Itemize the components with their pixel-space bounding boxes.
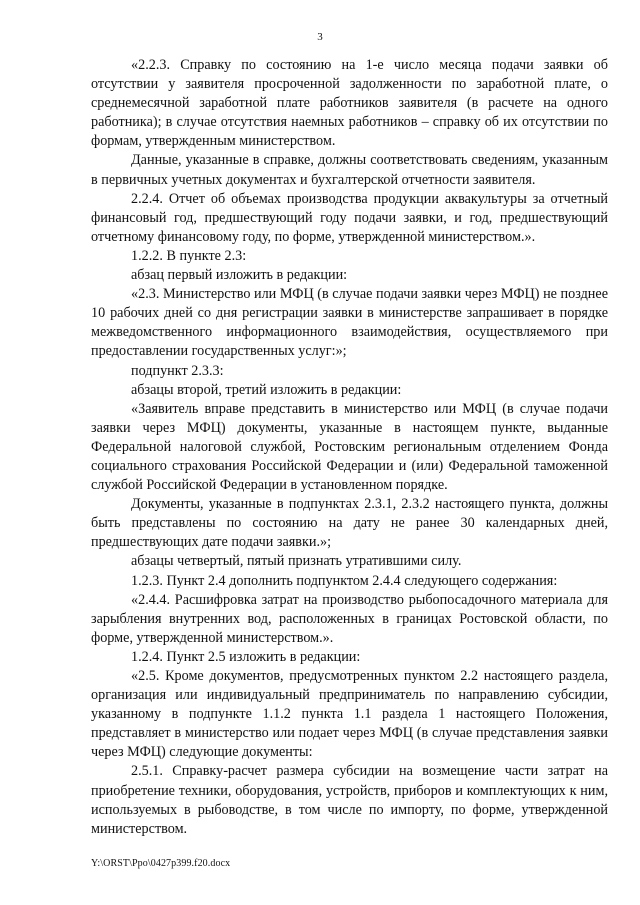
paragraph: 1.2.2. В пункте 2.3:	[131, 247, 247, 264]
paragraph: «Заявитель вправе представить в министерство или МФЦ (в случае подачи заявки через МФЦ) документы, указанные в настоящем пункте, выданные Федеральной налоговой службой, Ростовским региональным отделением Фонда социального страхования Российской Федерации и (или) Федеральной таможенной службой Российской Федерации в установленном порядке.	[91, 400, 608, 494]
paragraph: «2.5. Кроме документов, предусмотренных пунктом 2.2 настоящего раздела, организация или индивидуальный предприниматель по направлению субсидии, указанному в подпункте 1.1.2 пункта 1.1 раздела 1 настоящего Положения, представляет в министерство или подает через МФЦ (в случае представления заявки через МФЦ) следующие документы:	[91, 668, 608, 761]
paragraph: 1.2.4. Пункт 2.5 изложить в редакции:	[131, 648, 361, 665]
paragraph: «2.2.3. Справку по состоянию на 1-е число месяца подачи заявки об отсутствии у заявителя просроченной задолженности по заработной плате, о среднемесячной заработной плате работников заявителя (в расчете на одного работника); в случае отсутствия наемных работников – справку об их отсутствии по формам, утвержденным министерством.	[91, 57, 608, 150]
paragraph: «2.4.4. Расшифровка затрат на производство рыбопосадочного материала для зарыбления внутренних вод, расположенных в границах Ростовской области, по форме, утвержденной министерством.».	[91, 591, 608, 646]
paragraph: Данные, указанные в справке, должны соответствовать сведениям, указанным в первичных учетных документах и бухгалтерской отчетности заявителя.	[91, 152, 608, 188]
paragraph: 1.2.3. Пункт 2.4 дополнить подпунктом 2.4.4 следующего содержания:	[131, 572, 558, 589]
paragraph: 2.2.4. Отчет об объемах производства продукции аквакультуры за отчетный финансовый год, предшествующий году подачи заявки, и год, предшествующий отчетному финансовому году, по форме, утвержденной министерством.».	[91, 190, 608, 245]
paragraph: абзац первый изложить в редакции:	[131, 267, 348, 284]
paragraph: «2.3. Министерство или МФЦ (в случае подачи заявки через МФЦ) не позднее 10 рабочих дней со дня регистрации заявки в министерстве запрашивает в порядке межведомственного информационного взаимодействия, осуществляемого при предоставлении государственных услуг:»;	[91, 286, 608, 360]
paragraph: 2.5.1. Справку-расчет размера субсидии на возмещение части затрат на приобретение техники, оборудования, устройств, приборов и комплектующих к ним, используемых в рыбоводстве, в том числе по импорту, по форме, утвержденной министерством.	[91, 763, 608, 837]
paragraph: абзацы второй, третий изложить в редакции:	[131, 381, 402, 398]
paragraph: подпункт 2.3.3:	[131, 362, 224, 379]
paragraph: Документы, указанные в подпунктах 2.3.1, 2.3.2 настоящего пункта, должны быть представлены по состоянию на дату не ранее 30 календарных дней, предшествующих дате подачи заявки.»;	[91, 496, 608, 551]
document-body	[91, 56, 608, 839]
paragraph: абзацы четвертый, пятый признать утратившими силу.	[131, 553, 462, 570]
footer-file-path: Y:\ORST\Ppo\0427p399.f20.docx	[91, 858, 231, 869]
page-number: 3	[317, 31, 323, 43]
